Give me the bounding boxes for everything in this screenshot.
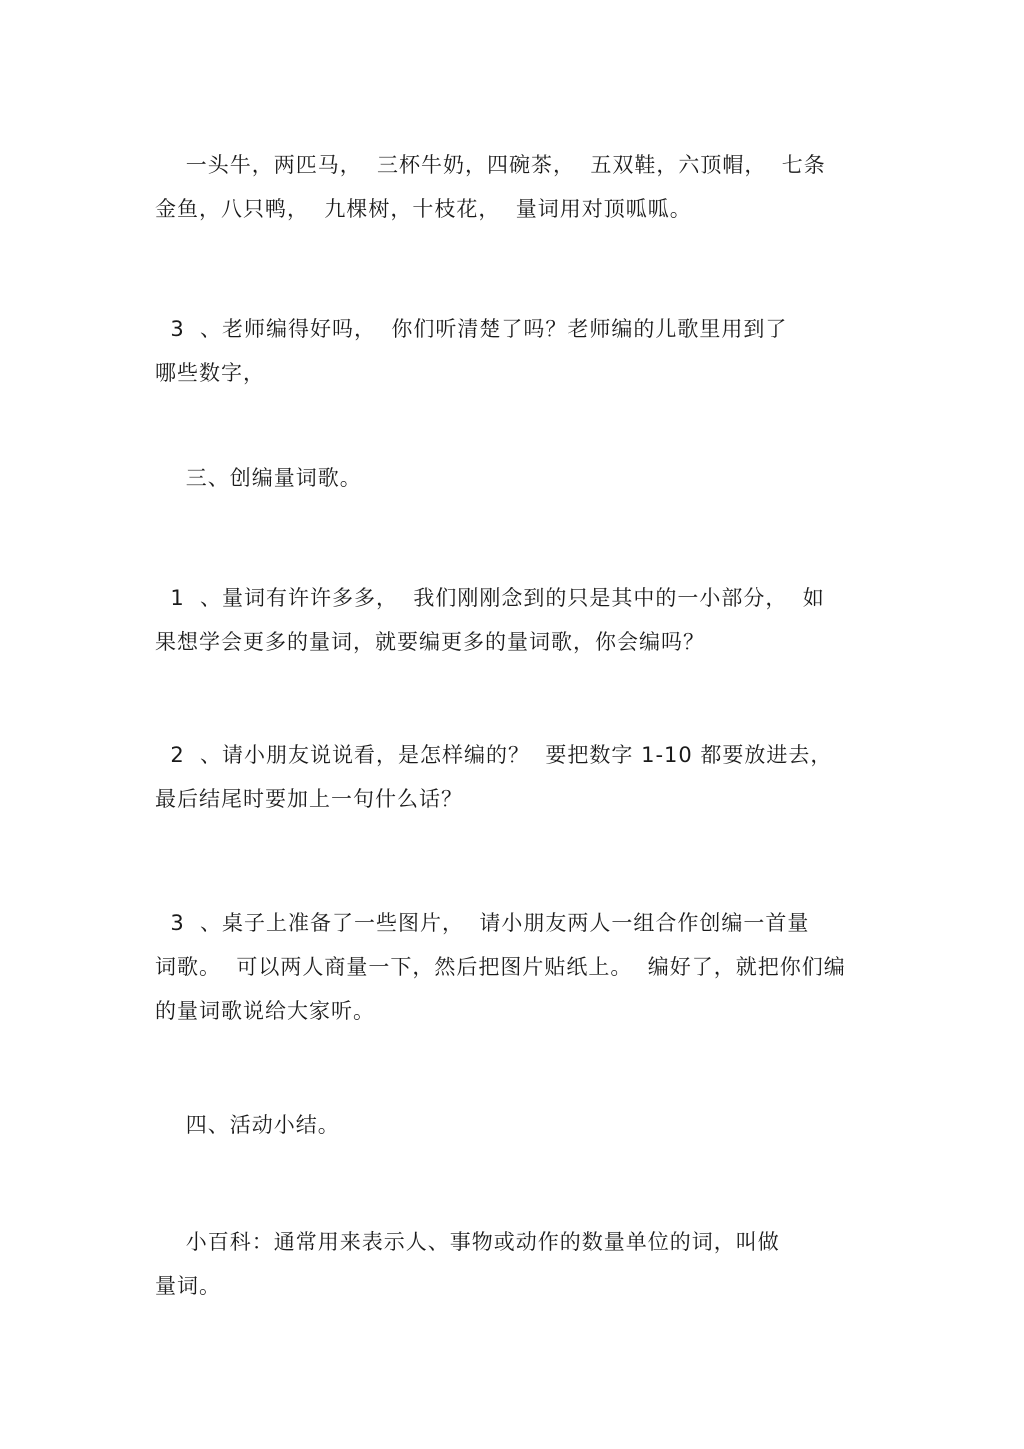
text-line: 金鱼，八只鸭， 九棵树，十枝花， 量词用对顶呱呱。 xyxy=(155,197,692,221)
text-line: 四、活动小结。 xyxy=(155,1113,340,1137)
paragraph-measure-word-rhyme xyxy=(155,143,865,231)
text-line: 三、创编量词歌。 xyxy=(155,466,362,490)
paragraph-step-3-question xyxy=(155,307,865,395)
text-line: 的量词歌说给大家听。 xyxy=(155,999,375,1023)
text-line: 3 、桌子上准备了一些图片， 请小朋友两人一组合作创编一首量 xyxy=(155,911,810,935)
paragraph-encyclopedia-note xyxy=(155,1220,865,1308)
paragraph-step-2 xyxy=(155,733,865,821)
text-line: 果想学会更多的量词，就要编更多的量词歌，你会编吗？ xyxy=(155,630,705,654)
paragraph-step-3 xyxy=(155,901,865,1033)
text-line: 哪些数字， xyxy=(155,361,265,385)
text-line: 3 、老师编得好吗， 你们听清楚了吗？老师编的儿歌里用到了 xyxy=(155,317,788,341)
text-line: 一头牛，两匹马， 三杯牛奶，四碗茶， 五双鞋，六顶帽， 七条 xyxy=(155,153,826,177)
text-line: 量词。 xyxy=(155,1274,221,1298)
text-line: 最后结尾时要加上一句什么话？ xyxy=(155,787,463,811)
text-line: 2 、请小朋友说说看，是怎样编的？ 要把数字 1-10 都要放进去， xyxy=(155,743,833,767)
text-line: 小百科：通常用来表示人、事物或动作的数量单位的词，叫做 xyxy=(155,1230,780,1254)
text-line: 词歌。 可以两人商量一下，然后把图片贴纸上。 编好了，就把你们编 xyxy=(155,955,846,979)
section-heading-create-song xyxy=(155,456,865,500)
paragraph-step-1 xyxy=(155,576,865,664)
section-heading-summary xyxy=(155,1103,865,1147)
text-line: 1 、量词有许许多多， 我们刚刚念到的只是其中的一小部分， 如 xyxy=(155,586,825,610)
